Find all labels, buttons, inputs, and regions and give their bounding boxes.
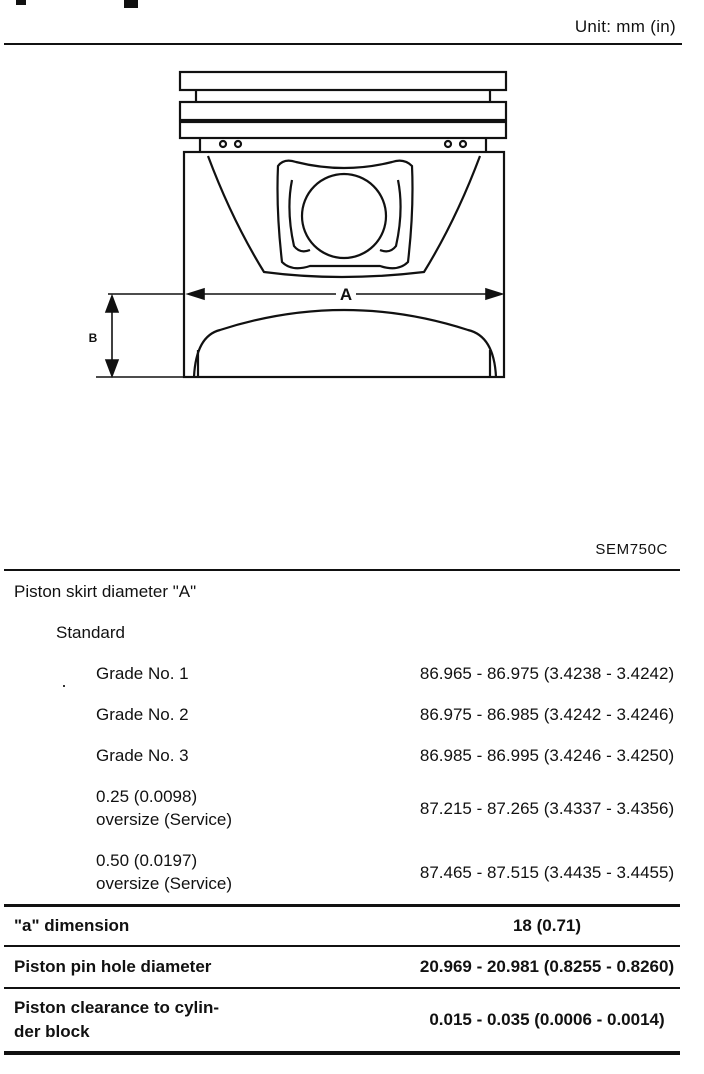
grade-label: Grade No. 1 xyxy=(96,663,189,683)
oil-hole xyxy=(235,141,241,147)
pin-hole-label: Piston pin hole diameter xyxy=(4,946,414,988)
piston-ring-3 xyxy=(180,122,506,138)
piston-crown xyxy=(180,72,506,90)
grade-label: Grade No. 2 xyxy=(96,704,189,724)
oversize-label-line1: 0.50 (0.0197) xyxy=(96,851,198,870)
table-row xyxy=(4,613,680,653)
clearance-label-line2: der block xyxy=(14,1022,90,1041)
table-row xyxy=(4,906,680,947)
oversize-value: 87.465 - 87.515 (3.4435 - 3.4455) xyxy=(419,862,675,882)
oil-hole xyxy=(445,141,451,147)
clearance-label xyxy=(4,988,414,1053)
subsection-label: Standard xyxy=(56,623,125,642)
table-row xyxy=(4,735,680,776)
dimension-a-arrow-right xyxy=(486,289,502,299)
oversize-label-line1: 0.25 (0.0098) xyxy=(96,787,198,806)
oil-hole xyxy=(220,141,226,147)
grade-label: Grade No. 3 xyxy=(96,745,189,765)
table-row xyxy=(4,694,680,735)
table-row xyxy=(4,776,680,840)
piston-ring-2 xyxy=(180,102,506,120)
dimension-a-label: A xyxy=(339,285,353,304)
piston-spec-table xyxy=(4,569,680,1055)
clearance-label-line1: Piston clearance to cylin- xyxy=(14,998,220,1017)
section-title: Piston skirt diameter "A" xyxy=(4,570,680,613)
table-row xyxy=(4,988,680,1053)
clearance-value: 0.015 - 0.035 (0.0006 - 0.0014) xyxy=(414,988,680,1053)
piston-pin-hole xyxy=(302,174,386,258)
oil-hole xyxy=(460,141,466,147)
oversize-label xyxy=(4,840,414,906)
grade-value: 86.975 - 86.985 (3.4242 - 3.4246) xyxy=(419,704,675,724)
table-row xyxy=(4,570,680,613)
table-row xyxy=(4,653,680,694)
grade-value: 86.965 - 86.975 (3.4238 - 3.4242) xyxy=(419,663,675,683)
pin-boss xyxy=(278,161,413,269)
a-dimension-value: 18 (0.71) xyxy=(414,906,680,947)
oversize-label-line2: oversize (Service) xyxy=(96,874,233,893)
unit-label: Unit: mm (in) xyxy=(574,17,676,36)
table-row xyxy=(4,840,680,906)
cropped-title-fragment xyxy=(0,0,160,10)
dimension-b-label: B xyxy=(88,331,98,345)
oversize-label-line2: oversize (Service) xyxy=(96,810,233,829)
grade-value: 86.985 - 86.995 (3.4246 - 3.4250) xyxy=(419,745,675,765)
oversize-label xyxy=(4,776,414,840)
a-dimension-label: "a" dimension xyxy=(4,906,414,947)
table-row xyxy=(4,946,680,988)
piston-body xyxy=(184,152,504,377)
oversize-value: 87.215 - 87.265 (3.4337 - 3.4356) xyxy=(419,798,675,818)
header-rule xyxy=(4,43,682,45)
figure-id: SEM750C xyxy=(595,541,668,558)
piston-diagram xyxy=(0,50,704,390)
pin-hole-value: 20.969 - 20.981 (0.8255 - 0.8260) xyxy=(414,946,680,988)
dimension-a-arrow-left xyxy=(188,289,204,299)
